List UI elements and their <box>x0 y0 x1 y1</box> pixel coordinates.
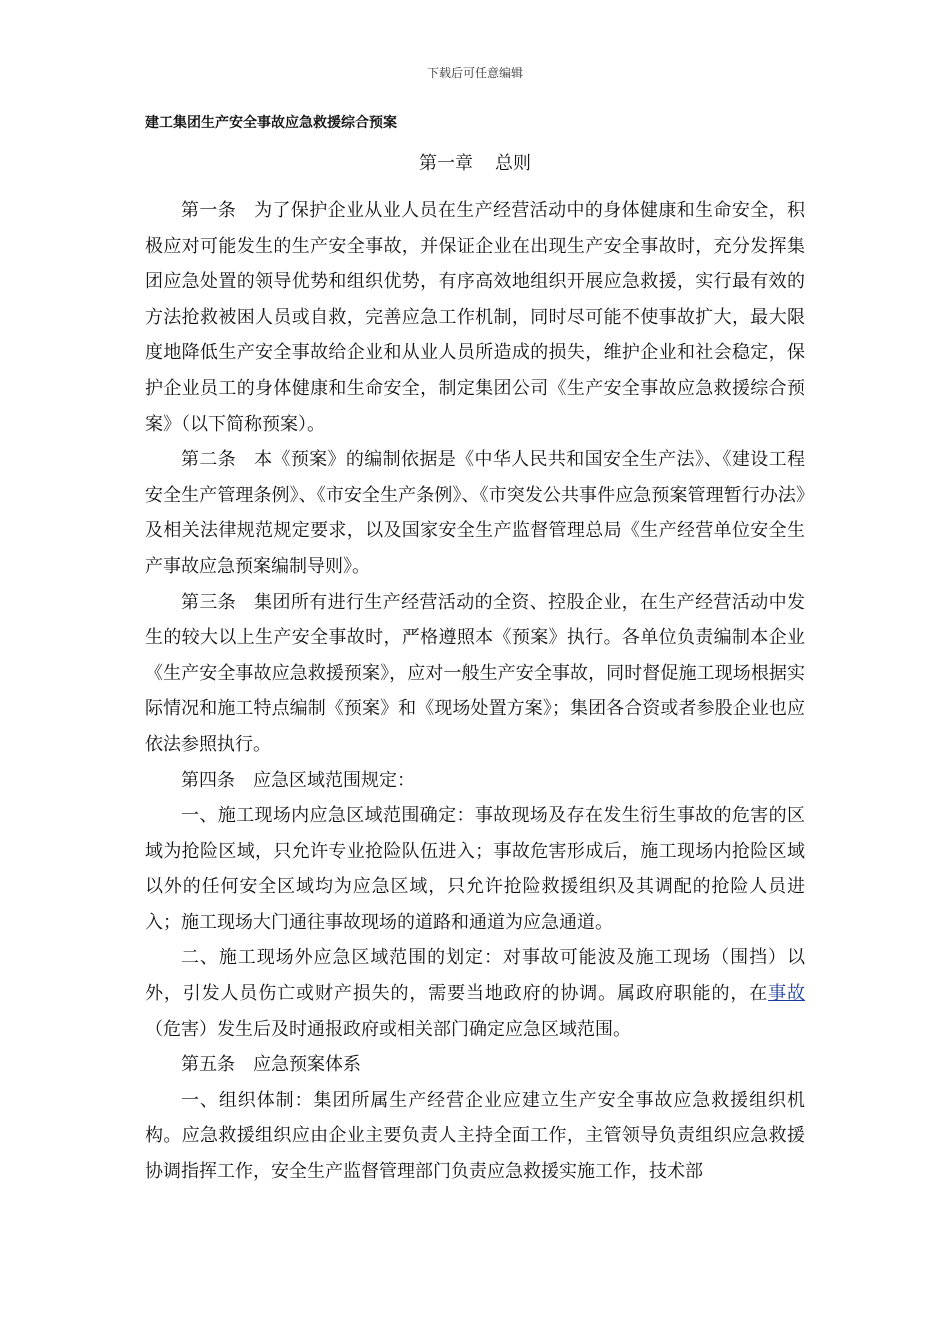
paragraph-clause-5-1 <box>145 1083 805 1190</box>
article-number: 第三条 <box>181 591 237 613</box>
paragraph-article-4 <box>145 763 805 799</box>
accident-link[interactable]: 事故 <box>768 983 806 1005</box>
chapter-heading <box>0 150 950 178</box>
paragraph-article-3 <box>145 585 805 763</box>
document-body <box>145 193 805 1190</box>
paragraph-text: 二、施工现场外应急区域范围的划定：对事故可能波及施工现场（围挡）以外，引发人员伤亡或财产损失的，需要当地政府的协调。属政府职能的，在 <box>145 947 805 1005</box>
paragraph-article-2 <box>145 442 805 584</box>
paragraph-text: 为了保护企业从业人员在生产经营活动中的身体健康和生命安全，积极应对可能发生的生产安全事故，并保证企业在出现生产安全事故时，充分发挥集团应急处置的领导优势和组织优势，有序高效地组织开展应急救援，实行最有效的方法抢救被困人员或自救，完善应急工作机制，同时尽可能不使事故扩大，最大限度地降低生产安全事故给企业和从业人员所造成的损失，维护企业和社会稳定，保护企业员工的身体健康和生命安全，制定集团公司《生产安全事故应急救援综合预案》（以下简称预案）。 <box>145 200 805 435</box>
paragraph-article-5 <box>145 1047 805 1083</box>
paragraph-clause-4-2 <box>145 940 805 1047</box>
paragraph-text: 集团所有进行生产经营活动的全资、控股企业，在生产经营活动中发生的较大以上生产安全事故时，严格遵照本《预案》执行。各单位负责编制本企业《生产安全事故应急救援预案》，应对一般生产安全事故，同时督促施工现场根据实际情况和施工特点编制《预案》和《现场处置方案》；集团各合资或者参股企业也应依法参照执行。 <box>145 591 805 755</box>
paragraph-text: 一、组织体制：集团所属生产经营企业应建立生产安全事故应急救援组织机构。应急救援组织应由企业主要负责人主持全面工作，主管领导负责组织应急救援协调指挥工作，安全生产监督管理部门负责应急救援实施工作，技术部 <box>145 1089 805 1183</box>
article-number: 第五条 <box>181 1054 235 1076</box>
chapter-name: 总则 <box>495 153 531 174</box>
header-note: 下载后可任意编辑 <box>426 66 523 80</box>
paragraph-text: 应急预案体系 <box>253 1054 361 1076</box>
article-number: 第二条 <box>181 449 237 471</box>
article-number: 第一条 <box>181 200 237 221</box>
paragraph-clause-4-1 <box>145 798 805 940</box>
chapter-number: 第一章 <box>419 153 473 174</box>
paragraph-text: 应急区域范围规定： <box>253 769 415 791</box>
paragraph-text-after-link: （危害）发生后及时通报政府或相关部门确定应急区域范围。 <box>145 1018 631 1040</box>
paragraph-article-1 <box>145 193 805 442</box>
article-number: 第四条 <box>181 769 235 791</box>
document-title: 建工集团生产安全事故应急救援综合预案 <box>145 115 397 131</box>
paragraph-text: 一、施工现场内应急区域范围确定：事故现场及存在发生衍生事故的危害的区域为抢险区域，只允许专业抢险队伍进入；事故危害形成后，施工现场内抢险区域以外的任何安全区域均为应急区域，只允许抢险救援组织及其调配的抢险人员进入；施工现场大门通往事故现场的道路和通道为应急通道。 <box>145 805 805 933</box>
paragraph-text: 本《预案》的编制依据是《中华人民共和国安全生产法》、《建设工程安全生产管理条例》、《市安全生产条例》、《市突发公共事件应急预案管理暂行办法》及相关法律规范规定要求，以及国家安全生产监督管理总局《生产经营单位安全生产事故应急预案编制导则》。 <box>145 449 805 577</box>
